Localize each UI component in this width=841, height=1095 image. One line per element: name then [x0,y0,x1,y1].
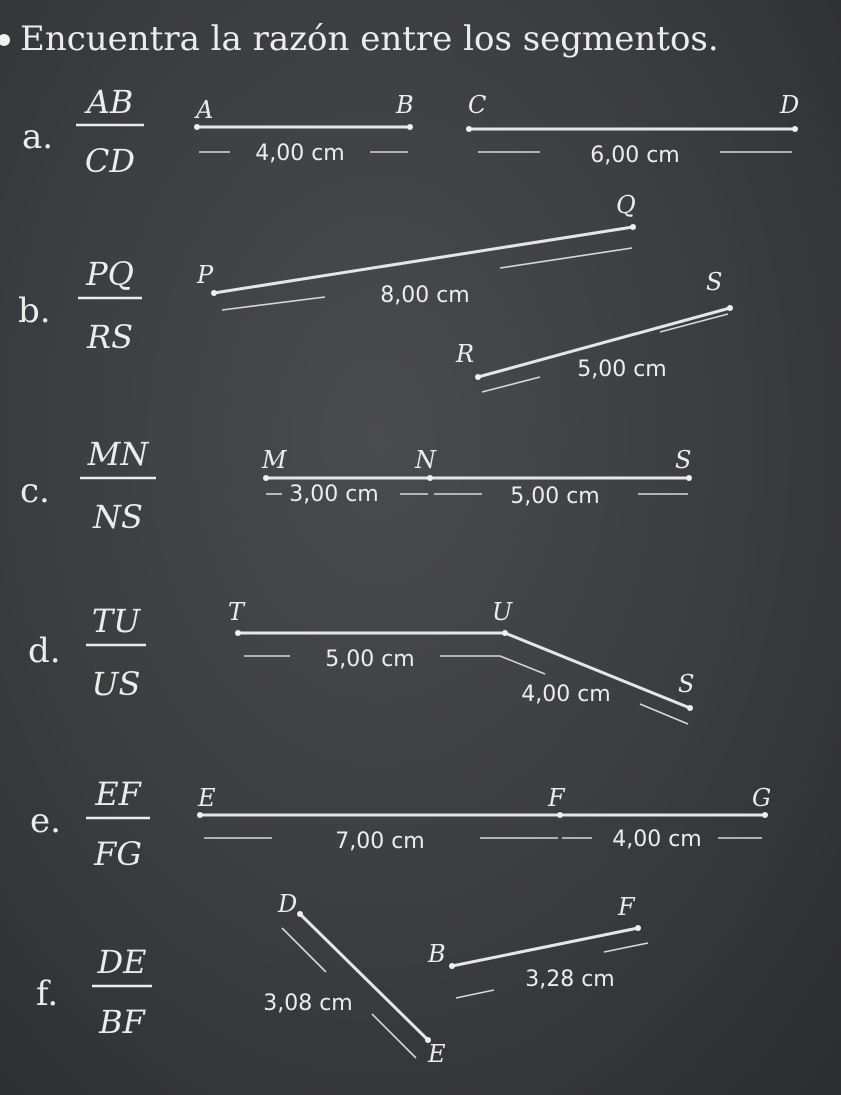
point-s-d [687,705,693,711]
item-e-label: e. [30,801,61,841]
measure-rs: 5,00 cm [577,357,667,382]
item-a-label: a. [22,117,54,157]
measure-ab: 4,00 cm [255,141,345,166]
item-f-numerator: DE [97,943,147,981]
point-t [235,630,241,636]
label-m: M [262,446,287,474]
label-b: B [396,91,414,119]
dim-line-us-right [640,704,688,724]
dim-line-pq-right [500,248,632,268]
dim-line-bf-right [604,943,648,952]
measure-tu: 5,00 cm [325,647,415,672]
point-r [475,374,481,380]
label-e-f: E [428,1040,446,1068]
point-a [194,124,200,130]
dim-line-rs-left [482,377,540,392]
item-c-denominator: NS [93,498,143,536]
item-e-denominator: FG [94,835,142,873]
label-n: N [415,446,436,474]
point-s [727,305,733,311]
measure-us: 4,00 cm [521,682,611,707]
point-u [502,630,508,636]
item-b-numerator: PQ [86,255,134,293]
point-d-f [297,911,303,917]
point-e [197,812,203,818]
worksheet-title: Encuentra la razón entre los segmentos. [20,19,719,59]
item-d-label: d. [28,631,61,671]
point-b-f [449,963,455,969]
dim-line-us-left [500,656,545,674]
label-g: G [752,784,772,812]
label-s-d: S [678,670,695,698]
item-b-denominator: RS [86,318,134,356]
label-p: P [197,261,214,289]
point-p [211,290,217,296]
point-m [263,475,269,481]
measure-de: 3,08 cm [263,991,353,1016]
item-c-numerator: MN [87,435,149,473]
item-d-denominator: US [91,665,141,703]
label-c: C [468,91,487,119]
label-s: S [706,268,723,296]
point-d [792,126,798,132]
measure-cd: 6,00 cm [590,143,680,168]
dim-line-pq-left [222,297,325,310]
point-n [427,475,433,481]
label-e: E [198,784,216,812]
item-d-numerator: TU [91,602,141,640]
item-a-numerator: AB [86,83,134,121]
segment-bf [452,928,638,966]
label-b-f: B [428,940,446,968]
point-q [630,224,636,230]
item-e-numerator: EF [95,775,141,813]
label-a: A [196,96,214,124]
point-c [466,126,472,132]
label-t: T [228,598,245,626]
measure-bf: 3,28 cm [525,967,615,992]
point-s-c [686,475,692,481]
measure-ef: 7,00 cm [335,829,425,854]
item-a-denominator: CD [84,142,136,180]
label-u: U [492,598,513,626]
point-f [557,812,563,818]
label-q: Q [616,191,636,219]
measure-mn: 3,00 cm [289,482,379,507]
label-d: D [780,91,800,119]
point-g [762,812,768,818]
label-s-c: S [675,446,692,474]
label-d-f: D [278,890,298,918]
point-b [407,124,413,130]
segment-de [300,914,428,1040]
dim-line-bf-left [456,990,494,998]
item-f-label: f. [36,974,59,1014]
measure-fg: 4,00 cm [612,827,702,852]
point-f-f [635,925,641,931]
label-f: F [548,784,565,812]
measure-ns: 5,00 cm [510,484,600,509]
measure-pq: 8,00 cm [380,283,470,308]
item-f-denominator: BF [99,1003,145,1041]
item-b-label: b. [18,291,51,331]
bullet-dot [0,34,10,46]
label-r: R [456,340,475,368]
label-f-f: F [618,893,635,921]
item-c-label: c. [20,471,50,511]
